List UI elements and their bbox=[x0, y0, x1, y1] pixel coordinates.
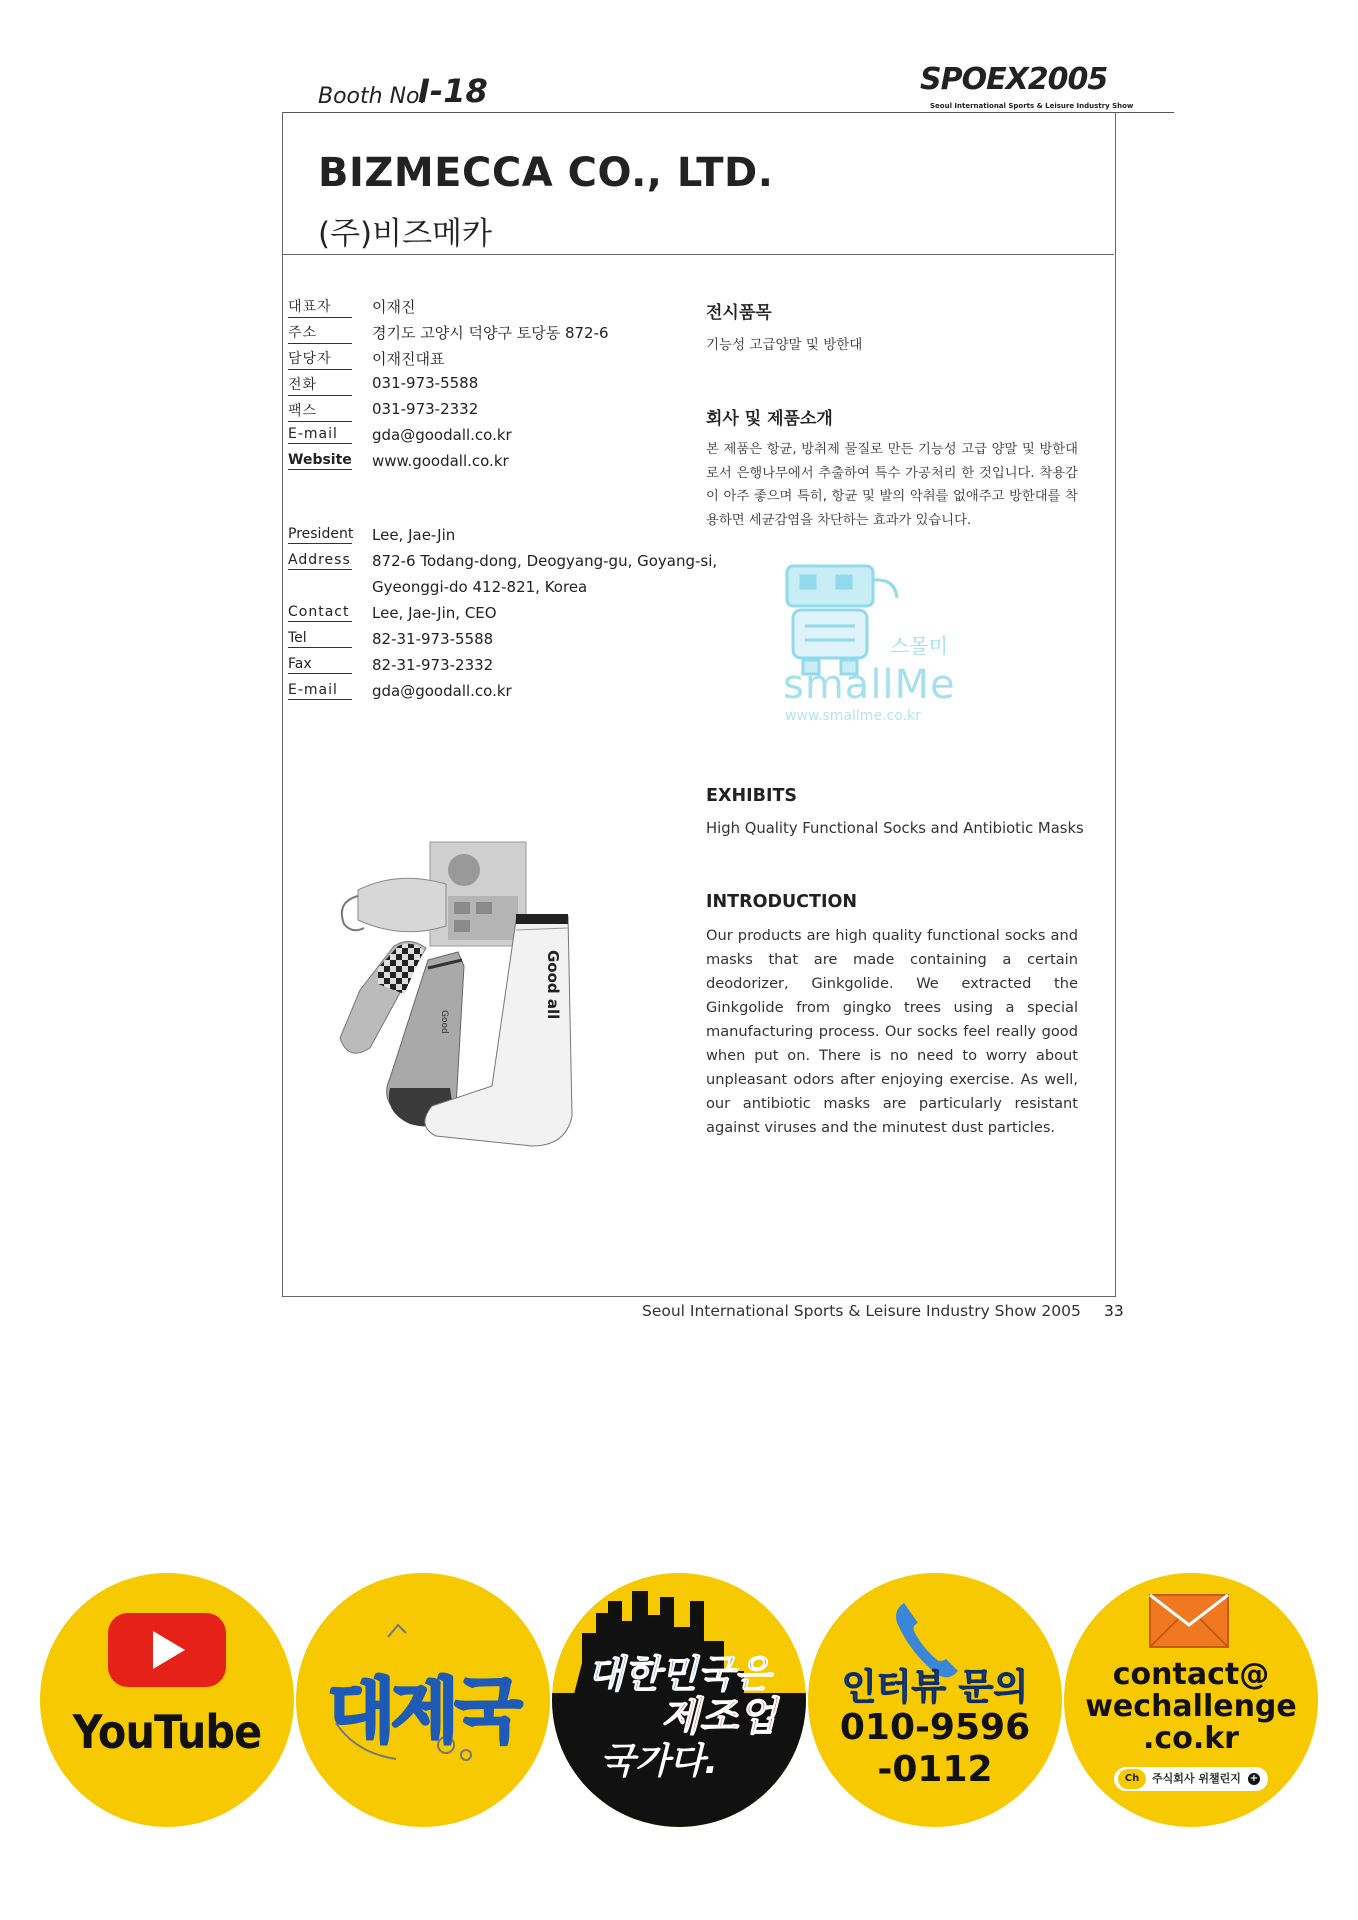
email-line2: wechallenge bbox=[1085, 1689, 1297, 1724]
info-value: 82-31-973-2332 bbox=[372, 656, 494, 674]
footer-show-name: Seoul International Sports & Leisure Industry Show 2005 bbox=[642, 1302, 1081, 1320]
company-name-ko: (주)비즈메카 bbox=[318, 216, 492, 252]
logo-subtitle: Seoul International Sports & Leisure Industry Show bbox=[930, 102, 1134, 110]
info-value: 031-973-5588 bbox=[372, 374, 479, 392]
info-label: E-mail bbox=[288, 426, 352, 444]
kakao-label: 주식회사 위챌린지 bbox=[1152, 1772, 1241, 1785]
info-label: 전화 bbox=[288, 374, 352, 396]
info-value: 이재진 bbox=[372, 298, 416, 316]
info-value: Lee, Jae-Jin bbox=[372, 526, 456, 544]
plus-icon: + bbox=[1249, 1773, 1259, 1784]
booth-number: I-18 bbox=[418, 72, 488, 110]
manufacturing-line1: 대한민국은 bbox=[587, 1652, 771, 1696]
watermark-brand: smallMe bbox=[783, 662, 956, 708]
intro-ko-text: 본 제품은 항균, 방취제 물질로 만든 기능성 고급 양말 및 방한대로서 은행나무에서 추출하여 특수 가공처리 한 것입니다. 착용감이 아주 좋으며 특히, 항균 및 발의 악취를 없애주고 방한대를 착용하면 세균감염을 차단하는 효과가 있습니다. bbox=[706, 442, 1078, 528]
phone-line2: -0112 bbox=[877, 1749, 993, 1790]
manufacturing-line3: 국가다. bbox=[599, 1741, 718, 1782]
email-line1: contact@ bbox=[1112, 1657, 1270, 1692]
exhibits-en-text: High Quality Functional Socks and Antibiotic Masks bbox=[706, 820, 1084, 837]
info-label: Fax bbox=[288, 656, 352, 674]
kakao-channel-badge[interactable] bbox=[1114, 1767, 1268, 1791]
info-label: 담당자 bbox=[288, 348, 352, 370]
info-value: 031-973-2332 bbox=[372, 400, 479, 418]
exhibits-en-heading: EXHIBITS bbox=[706, 786, 797, 806]
info-value: 경기도 고양시 덕양구 토당동 872-6 bbox=[372, 324, 609, 342]
email-banner[interactable] bbox=[1064, 1573, 1318, 1827]
watermark-brand-ko: 스몰미 bbox=[890, 634, 948, 658]
svg-text:Good: Good bbox=[439, 1010, 449, 1034]
product-photo bbox=[330, 840, 630, 1160]
info-label: Website bbox=[288, 452, 352, 468]
logo-text: SPOEX2005 bbox=[920, 62, 1108, 97]
company-name-en: BIZMECCA CO., LTD. bbox=[318, 150, 774, 196]
info-value: www.goodall.co.kr bbox=[372, 452, 509, 470]
info-value: Lee, Jae-Jin, CEO bbox=[372, 604, 497, 622]
intro-en-heading: INTRODUCTION bbox=[706, 892, 857, 912]
exhibits-ko-text: 기능성 고급양말 및 방한대 bbox=[706, 337, 863, 353]
info-value: Gyeonggi-do 412-821, Korea bbox=[372, 578, 588, 596]
smallme-watermark bbox=[775, 560, 975, 730]
info-value: 이재진대표 bbox=[372, 350, 445, 368]
info-label: Tel bbox=[288, 630, 352, 648]
title-divider bbox=[282, 254, 1114, 255]
info-label: President bbox=[288, 526, 354, 542]
socks-and-mask-illustration bbox=[330, 840, 630, 1160]
manufacturing-line2: 제조업 bbox=[661, 1694, 777, 1740]
info-value: 82-31-973-5588 bbox=[372, 630, 494, 648]
interview-title: 인터뷰 문의 bbox=[841, 1667, 1029, 1708]
info-value: gda@goodall.co.kr bbox=[372, 426, 512, 444]
info-label: 주소 bbox=[288, 322, 352, 344]
page-number: 33 bbox=[1104, 1302, 1124, 1320]
kakao-ch-icon: Ch bbox=[1118, 1769, 1146, 1789]
sock-text: Good all bbox=[544, 950, 562, 1020]
youtube-banner[interactable] bbox=[40, 1573, 294, 1827]
phone-line1: 010-9596 bbox=[839, 1707, 1031, 1748]
info-label: Contact bbox=[288, 604, 352, 622]
info-value: 872-6 Todang-dong, Deogyang-gu, Goyang-si, bbox=[372, 552, 718, 570]
intro-ko-heading: 회사 및 제품소개 bbox=[706, 409, 833, 429]
intro-en-text: Our products are high quality functional socks and masks that are made containing a certain deodorizer, Ginkgolide. We extracted the Ginkgolide from gingko trees using a special manufacturing process. Our socks feel really good when put on. There is no need to worry about unpleasant odors after enjoying exercise. As well, our antibiotic masks are particularly resistant against viruses and the minutest dust particles. bbox=[706, 927, 1078, 1136]
youtube-play-icon bbox=[40, 1573, 294, 1827]
manufacturing-banner[interactable] bbox=[552, 1573, 806, 1827]
exhibits-ko-heading: 전시품목 bbox=[706, 303, 772, 323]
email-line3: .co.kr bbox=[1143, 1721, 1239, 1756]
info-label: 대표자 bbox=[288, 296, 352, 318]
interview-banner[interactable] bbox=[808, 1573, 1062, 1827]
youtube-label: YouTube bbox=[72, 1705, 262, 1759]
watermark-url: www.smallme.co.kr bbox=[785, 708, 921, 724]
info-label: Address bbox=[288, 552, 351, 568]
booth-label: Booth No. bbox=[318, 84, 427, 109]
daejeguk-label: 대제국 bbox=[327, 1670, 519, 1752]
info-label: E-mail bbox=[288, 682, 352, 700]
daejeguk-banner[interactable] bbox=[296, 1573, 550, 1827]
info-label: 팩스 bbox=[288, 400, 352, 422]
info-value: gda@goodall.co.kr bbox=[372, 682, 512, 700]
